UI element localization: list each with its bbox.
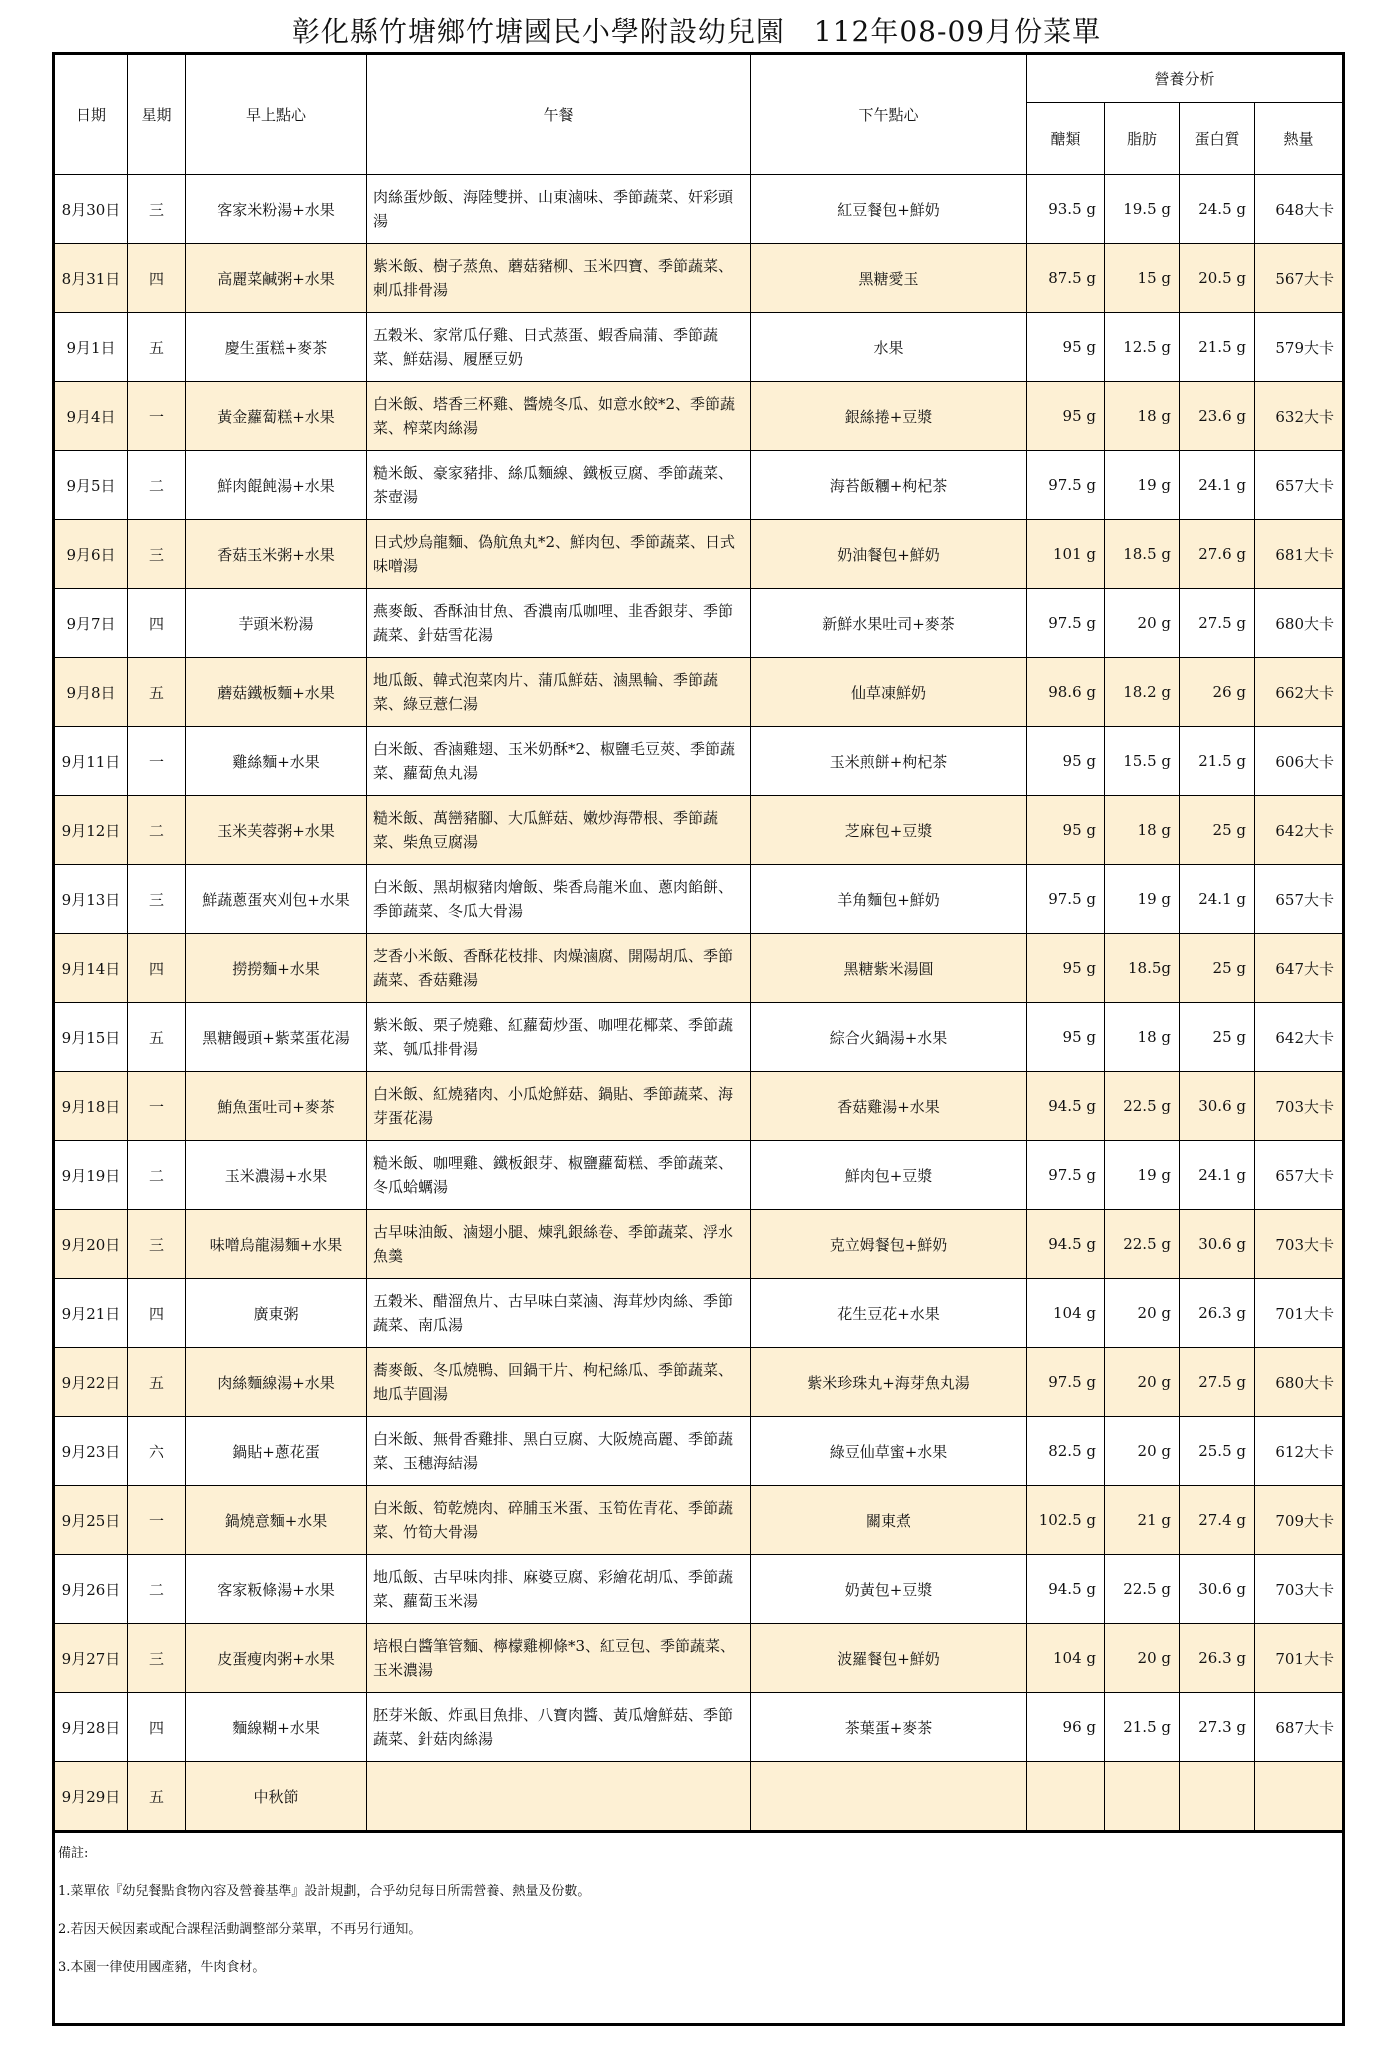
cell-weekday: 三 bbox=[128, 865, 186, 934]
cell-lunch: 地瓜飯、古早味肉排、麻婆豆腐、彩繪花胡瓜、季節蔬菜、蘿蔔玉米湯 bbox=[367, 1555, 751, 1624]
cell-carb: 95 g bbox=[1027, 1003, 1105, 1072]
cell-weekday: 五 bbox=[128, 1348, 186, 1417]
cell-carb: 95 g bbox=[1027, 796, 1105, 865]
cell-carb: 94.5 g bbox=[1027, 1210, 1105, 1279]
cell-date: 9月6日 bbox=[54, 520, 128, 589]
cell-morning-snack: 鮮蔬蔥蛋夾刈包+水果 bbox=[186, 865, 367, 934]
note-item: 1.菜單依『幼兒餐點食物內容及營養基準』設計規劃，合乎幼兒每日所需營養、熱量及份數。 bbox=[58, 1884, 591, 1899]
cell-protein: 27.6 g bbox=[1180, 520, 1255, 589]
cell-carb: 97.5 g bbox=[1027, 865, 1105, 934]
cell-weekday: 三 bbox=[128, 520, 186, 589]
cell-afternoon-snack: 綠豆仙草蜜+水果 bbox=[751, 1417, 1027, 1486]
cell-fat: 19.5 g bbox=[1105, 175, 1180, 244]
table-row bbox=[54, 1555, 1344, 1624]
cell-lunch: 肉絲蛋炒飯、海陸雙拼、山東滷味、季節蔬菜、奸彩頭湯 bbox=[367, 175, 751, 244]
menu-table bbox=[52, 52, 1345, 1833]
cell-lunch: 日式炒烏龍麵、偽航魚丸*2、鮮肉包、季節蔬菜、日式味噌湯 bbox=[367, 520, 751, 589]
cell-lunch: 糙米飯、豪家豬排、絲瓜麵線、鐵板豆腐、季節蔬菜、茶壺湯 bbox=[367, 451, 751, 520]
cell-weekday: 五 bbox=[128, 1762, 186, 1832]
cell-calories bbox=[1255, 1762, 1344, 1832]
cell-protein: 25 g bbox=[1180, 934, 1255, 1003]
cell-date: 9月25日 bbox=[54, 1486, 128, 1555]
table-row bbox=[54, 1624, 1344, 1693]
cell-date: 9月23日 bbox=[54, 1417, 128, 1486]
table-row bbox=[54, 934, 1344, 1003]
cell-weekday: 四 bbox=[128, 1279, 186, 1348]
cell-weekday: 二 bbox=[128, 1555, 186, 1624]
cell-calories: 657大卡 bbox=[1255, 865, 1344, 934]
cell-lunch: 糙米飯、萬巒豬腳、大瓜鮮菇、嫩炒海帶根、季節蔬菜、柴魚豆腐湯 bbox=[367, 796, 751, 865]
table-row bbox=[54, 865, 1344, 934]
cell-carb: 98.6 g bbox=[1027, 658, 1105, 727]
cell-date: 9月4日 bbox=[54, 382, 128, 451]
cell-date: 9月19日 bbox=[54, 1141, 128, 1210]
table-row bbox=[54, 313, 1344, 382]
cell-calories: 657大卡 bbox=[1255, 1141, 1344, 1210]
cell-lunch: 白米飯、黑胡椒豬肉燴飯、柴香烏龍米血、蔥肉餡餅、季節蔬菜、冬瓜大骨湯 bbox=[367, 865, 751, 934]
cell-afternoon-snack: 芝麻包+豆漿 bbox=[751, 796, 1027, 865]
cell-protein bbox=[1180, 1762, 1255, 1832]
cell-lunch: 五穀米、醋溜魚片、古早味白菜滷、海茸炒肉絲、季節蔬菜、南瓜湯 bbox=[367, 1279, 751, 1348]
cell-afternoon-snack: 羊角麵包+鮮奶 bbox=[751, 865, 1027, 934]
header-lunch: 午餐 bbox=[367, 54, 751, 175]
cell-date: 9月20日 bbox=[54, 1210, 128, 1279]
cell-calories: 657大卡 bbox=[1255, 451, 1344, 520]
note-item: 3.本園一律使用國產豬，牛肉食材。 bbox=[58, 1960, 266, 1975]
table-row bbox=[54, 1003, 1344, 1072]
cell-lunch: 白米飯、無骨香雞排、黑白豆腐、大阪燒高麗、季節蔬菜、玉穗海結湯 bbox=[367, 1417, 751, 1486]
cell-fat: 21 g bbox=[1105, 1486, 1180, 1555]
cell-morning-snack: 中秋節 bbox=[186, 1762, 367, 1832]
cell-protein: 27.3 g bbox=[1180, 1693, 1255, 1762]
cell-morning-snack: 高麗菜鹹粥+水果 bbox=[186, 244, 367, 313]
cell-morning-snack: 廣東粥 bbox=[186, 1279, 367, 1348]
cell-weekday: 三 bbox=[128, 1624, 186, 1693]
cell-calories: 647大卡 bbox=[1255, 934, 1344, 1003]
cell-morning-snack: 鮪魚蛋吐司+麥茶 bbox=[186, 1072, 367, 1141]
cell-weekday: 一 bbox=[128, 382, 186, 451]
cell-afternoon-snack: 黑糖紫米湯圓 bbox=[751, 934, 1027, 1003]
cell-date: 9月1日 bbox=[54, 313, 128, 382]
table-row bbox=[54, 1210, 1344, 1279]
header-fat: 脂肪 bbox=[1105, 103, 1180, 175]
table-row bbox=[54, 1141, 1344, 1210]
cell-carb: 97.5 g bbox=[1027, 451, 1105, 520]
cell-calories: 612大卡 bbox=[1255, 1417, 1344, 1486]
table-row bbox=[54, 175, 1344, 244]
cell-lunch: 紫米飯、樹子蒸魚、蘑菇豬柳、玉米四寶、季節蔬菜、刺瓜排骨湯 bbox=[367, 244, 751, 313]
header-afternoon-snack: 下午點心 bbox=[751, 54, 1027, 175]
cell-afternoon-snack: 波羅餐包+鮮奶 bbox=[751, 1624, 1027, 1693]
cell-protein: 26.3 g bbox=[1180, 1624, 1255, 1693]
cell-fat: 15 g bbox=[1105, 244, 1180, 313]
cell-lunch: 白米飯、筍乾燒肉、碎脯玉米蛋、玉筍佐青花、季節蔬菜、竹筍大骨湯 bbox=[367, 1486, 751, 1555]
cell-afternoon-snack: 仙草凍鮮奶 bbox=[751, 658, 1027, 727]
cell-calories: 681大卡 bbox=[1255, 520, 1344, 589]
cell-afternoon-snack: 紅豆餐包+鮮奶 bbox=[751, 175, 1027, 244]
cell-protein: 24.1 g bbox=[1180, 1141, 1255, 1210]
cell-morning-snack: 皮蛋瘦肉粥+水果 bbox=[186, 1624, 367, 1693]
cell-calories: 703大卡 bbox=[1255, 1555, 1344, 1624]
cell-lunch: 芝香小米飯、香酥花枝排、肉燥滷腐、開陽胡瓜、季節蔬菜、香菇雞湯 bbox=[367, 934, 751, 1003]
cell-afternoon-snack: 紫米珍珠丸+海芽魚丸湯 bbox=[751, 1348, 1027, 1417]
cell-carb: 97.5 g bbox=[1027, 589, 1105, 658]
cell-protein: 21.5 g bbox=[1180, 727, 1255, 796]
cell-weekday: 四 bbox=[128, 1693, 186, 1762]
cell-calories: 687大卡 bbox=[1255, 1693, 1344, 1762]
cell-lunch: 紫米飯、栗子燒雞、紅蘿蔔炒蛋、咖哩花椰菜、季節蔬菜、瓠瓜排骨湯 bbox=[367, 1003, 751, 1072]
cell-weekday: 三 bbox=[128, 175, 186, 244]
header-calories: 熱量 bbox=[1255, 103, 1344, 175]
cell-morning-snack: 味噌烏龍湯麵+水果 bbox=[186, 1210, 367, 1279]
table-row bbox=[54, 451, 1344, 520]
cell-lunch: 糙米飯、咖哩雞、鐵板銀芽、椒鹽蘿蔔糕、季節蔬菜、冬瓜蛤蠣湯 bbox=[367, 1141, 751, 1210]
cell-lunch: 白米飯、塔香三杯雞、醬燒冬瓜、如意水餃*2、季節蔬菜、榨菜肉絲湯 bbox=[367, 382, 751, 451]
note-item: 2.若因天候因素或配合課程活動調整部分菜單，不再另行通知。 bbox=[58, 1922, 422, 1937]
cell-morning-snack: 客家粄條湯+水果 bbox=[186, 1555, 367, 1624]
cell-afternoon-snack bbox=[751, 1762, 1027, 1832]
cell-lunch: 白米飯、香滷雞翅、玉米奶酥*2、椒鹽毛豆莢、季節蔬菜、蘿蔔魚丸湯 bbox=[367, 727, 751, 796]
table-row bbox=[54, 727, 1344, 796]
cell-carb: 94.5 g bbox=[1027, 1072, 1105, 1141]
cell-protein: 27.5 g bbox=[1180, 589, 1255, 658]
cell-fat: 18.2 g bbox=[1105, 658, 1180, 727]
cell-lunch: 燕麥飯、香酥油甘魚、香濃南瓜咖哩、韭香銀芽、季節蔬菜、針菇雪花湯 bbox=[367, 589, 751, 658]
cell-fat: 21.5 g bbox=[1105, 1693, 1180, 1762]
cell-fat: 19 g bbox=[1105, 451, 1180, 520]
table-row bbox=[54, 1279, 1344, 1348]
cell-afternoon-snack: 新鮮水果吐司+麥茶 bbox=[751, 589, 1027, 658]
cell-date: 8月31日 bbox=[54, 244, 128, 313]
cell-fat: 20 g bbox=[1105, 1348, 1180, 1417]
table-row bbox=[54, 1693, 1344, 1762]
cell-calories: 703大卡 bbox=[1255, 1072, 1344, 1141]
cell-protein: 30.6 g bbox=[1180, 1072, 1255, 1141]
cell-date: 9月14日 bbox=[54, 934, 128, 1003]
cell-fat: 22.5 g bbox=[1105, 1072, 1180, 1141]
cell-fat: 20 g bbox=[1105, 1624, 1180, 1693]
cell-lunch: 古早味油飯、滷翅小腿、煉乳銀絲卷、季節蔬菜、浮水魚羹 bbox=[367, 1210, 751, 1279]
table-row bbox=[54, 796, 1344, 865]
cell-weekday: 三 bbox=[128, 1210, 186, 1279]
cell-calories: 680大卡 bbox=[1255, 589, 1344, 658]
cell-afternoon-snack: 茶葉蛋+麥茶 bbox=[751, 1693, 1027, 1762]
cell-fat: 18 g bbox=[1105, 1003, 1180, 1072]
cell-lunch: 五穀米、家常瓜仔雞、日式蒸蛋、蝦香扁蒲、季節蔬菜、鮮菇湯、履歷豆奶 bbox=[367, 313, 751, 382]
cell-fat: 19 g bbox=[1105, 865, 1180, 934]
cell-date: 9月18日 bbox=[54, 1072, 128, 1141]
cell-carb: 95 g bbox=[1027, 382, 1105, 451]
cell-afternoon-snack: 花生豆花+水果 bbox=[751, 1279, 1027, 1348]
cell-date: 9月15日 bbox=[54, 1003, 128, 1072]
cell-morning-snack: 撈撈麵+水果 bbox=[186, 934, 367, 1003]
cell-protein: 30.6 g bbox=[1180, 1210, 1255, 1279]
cell-calories: 579大卡 bbox=[1255, 313, 1344, 382]
menu-body bbox=[54, 175, 1344, 1832]
cell-carb: 94.5 g bbox=[1027, 1555, 1105, 1624]
cell-afternoon-snack: 奶油餐包+鮮奶 bbox=[751, 520, 1027, 589]
cell-date: 9月29日 bbox=[54, 1762, 128, 1832]
header-date: 日期 bbox=[54, 54, 128, 175]
cell-carb: 101 g bbox=[1027, 520, 1105, 589]
cell-protein: 27.4 g bbox=[1180, 1486, 1255, 1555]
cell-carb: 96 g bbox=[1027, 1693, 1105, 1762]
cell-carb: 95 g bbox=[1027, 934, 1105, 1003]
cell-calories: 642大卡 bbox=[1255, 1003, 1344, 1072]
cell-weekday: 六 bbox=[128, 1417, 186, 1486]
table-row bbox=[54, 244, 1344, 313]
cell-morning-snack: 鍋燒意麵+水果 bbox=[186, 1486, 367, 1555]
cell-afternoon-snack: 克立姆餐包+鮮奶 bbox=[751, 1210, 1027, 1279]
cell-carb: 95 g bbox=[1027, 727, 1105, 796]
cell-date: 9月27日 bbox=[54, 1624, 128, 1693]
cell-weekday: 五 bbox=[128, 313, 186, 382]
table-row bbox=[54, 520, 1344, 589]
cell-date: 9月8日 bbox=[54, 658, 128, 727]
header-morning-snack: 早上點心 bbox=[186, 54, 367, 175]
cell-protein: 26 g bbox=[1180, 658, 1255, 727]
cell-weekday: 二 bbox=[128, 1141, 186, 1210]
header-carb: 醣類 bbox=[1027, 103, 1105, 175]
cell-weekday: 二 bbox=[128, 796, 186, 865]
cell-weekday: 一 bbox=[128, 727, 186, 796]
cell-carb bbox=[1027, 1762, 1105, 1832]
cell-carb: 97.5 g bbox=[1027, 1141, 1105, 1210]
cell-morning-snack: 肉絲麵線湯+水果 bbox=[186, 1348, 367, 1417]
cell-weekday: 五 bbox=[128, 1003, 186, 1072]
table-row bbox=[54, 1348, 1344, 1417]
cell-protein: 27.5 g bbox=[1180, 1348, 1255, 1417]
cell-date: 9月28日 bbox=[54, 1693, 128, 1762]
cell-calories: 606大卡 bbox=[1255, 727, 1344, 796]
cell-calories: 648大卡 bbox=[1255, 175, 1344, 244]
notes-box bbox=[52, 1833, 1345, 2026]
cell-morning-snack: 玉米芙蓉粥+水果 bbox=[186, 796, 367, 865]
cell-carb: 95 g bbox=[1027, 313, 1105, 382]
header-protein: 蛋白質 bbox=[1180, 103, 1255, 175]
cell-morning-snack: 芋頭米粉湯 bbox=[186, 589, 367, 658]
cell-calories: 701大卡 bbox=[1255, 1624, 1344, 1693]
cell-fat: 18 g bbox=[1105, 796, 1180, 865]
table-row bbox=[54, 1072, 1344, 1141]
notes-heading: 備註: bbox=[58, 1846, 89, 1861]
cell-afternoon-snack: 奶黃包+豆漿 bbox=[751, 1555, 1027, 1624]
cell-morning-snack: 鍋貼+蔥花蛋 bbox=[186, 1417, 367, 1486]
cell-carb: 93.5 g bbox=[1027, 175, 1105, 244]
cell-fat: 22.5 g bbox=[1105, 1210, 1180, 1279]
table-row bbox=[54, 1417, 1344, 1486]
cell-lunch: 培根白醬筆管麵、檸檬雞柳條*3、紅豆包、季節蔬菜、玉米濃湯 bbox=[367, 1624, 751, 1693]
cell-protein: 30.6 g bbox=[1180, 1555, 1255, 1624]
cell-calories: 703大卡 bbox=[1255, 1210, 1344, 1279]
cell-afternoon-snack: 香菇雞湯+水果 bbox=[751, 1072, 1027, 1141]
cell-morning-snack: 雞絲麵+水果 bbox=[186, 727, 367, 796]
cell-afternoon-snack: 黑糖愛玉 bbox=[751, 244, 1027, 313]
cell-carb: 87.5 g bbox=[1027, 244, 1105, 313]
cell-morning-snack: 慶生蛋糕+麥茶 bbox=[186, 313, 367, 382]
cell-lunch bbox=[367, 1762, 751, 1832]
cell-calories: 662大卡 bbox=[1255, 658, 1344, 727]
cell-carb: 102.5 g bbox=[1027, 1486, 1105, 1555]
cell-fat: 12.5 g bbox=[1105, 313, 1180, 382]
cell-weekday: 一 bbox=[128, 1072, 186, 1141]
table-row bbox=[54, 382, 1344, 451]
cell-fat: 18.5 g bbox=[1105, 520, 1180, 589]
cell-date: 9月7日 bbox=[54, 589, 128, 658]
table-row bbox=[54, 1486, 1344, 1555]
cell-carb: 104 g bbox=[1027, 1624, 1105, 1693]
table-row bbox=[54, 658, 1344, 727]
cell-protein: 21.5 g bbox=[1180, 313, 1255, 382]
cell-weekday: 四 bbox=[128, 589, 186, 658]
cell-morning-snack: 香菇玉米粥+水果 bbox=[186, 520, 367, 589]
cell-morning-snack: 黑糖饅頭+紫菜蛋花湯 bbox=[186, 1003, 367, 1072]
cell-fat: 20 g bbox=[1105, 1279, 1180, 1348]
cell-date: 9月13日 bbox=[54, 865, 128, 934]
cell-weekday: 二 bbox=[128, 451, 186, 520]
cell-afternoon-snack: 鮮肉包+豆漿 bbox=[751, 1141, 1027, 1210]
cell-date: 9月26日 bbox=[54, 1555, 128, 1624]
cell-afternoon-snack: 水果 bbox=[751, 313, 1027, 382]
cell-morning-snack: 麵線糊+水果 bbox=[186, 1693, 367, 1762]
cell-calories: 642大卡 bbox=[1255, 796, 1344, 865]
cell-calories: 567大卡 bbox=[1255, 244, 1344, 313]
page-title: 彰化縣竹塘鄉竹塘國民小學附設幼兒園 112年08-09月份菜單 bbox=[291, 15, 1102, 48]
cell-lunch: 蕎麥飯、冬瓜燒鴨、回鍋干片、枸杞絲瓜、季節蔬菜、地瓜芋圓湯 bbox=[367, 1348, 751, 1417]
cell-morning-snack: 黃金蘿蔔糕+水果 bbox=[186, 382, 367, 451]
cell-fat: 15.5 g bbox=[1105, 727, 1180, 796]
cell-date: 9月12日 bbox=[54, 796, 128, 865]
cell-fat bbox=[1105, 1762, 1180, 1832]
cell-afternoon-snack: 綜合火鍋湯+水果 bbox=[751, 1003, 1027, 1072]
cell-date: 9月21日 bbox=[54, 1279, 128, 1348]
table-row bbox=[54, 589, 1344, 658]
cell-protein: 25.5 g bbox=[1180, 1417, 1255, 1486]
cell-protein: 26.3 g bbox=[1180, 1279, 1255, 1348]
cell-fat: 20 g bbox=[1105, 589, 1180, 658]
cell-afternoon-snack: 玉米煎餅+枸杞茶 bbox=[751, 727, 1027, 796]
header-nutrition: 營養分析 bbox=[1027, 54, 1344, 103]
cell-calories: 680大卡 bbox=[1255, 1348, 1344, 1417]
cell-lunch: 白米飯、紅燒豬肉、小瓜炝鮮菇、鍋貼、季節蔬菜、海芽蛋花湯 bbox=[367, 1072, 751, 1141]
cell-fat: 18 g bbox=[1105, 382, 1180, 451]
cell-protein: 24.1 g bbox=[1180, 451, 1255, 520]
cell-carb: 104 g bbox=[1027, 1279, 1105, 1348]
cell-afternoon-snack: 海苔飯糰+枸杞茶 bbox=[751, 451, 1027, 520]
cell-calories: 709大卡 bbox=[1255, 1486, 1344, 1555]
cell-carb: 97.5 g bbox=[1027, 1348, 1105, 1417]
cell-protein: 25 g bbox=[1180, 796, 1255, 865]
cell-date: 8月30日 bbox=[54, 175, 128, 244]
cell-protein: 24.5 g bbox=[1180, 175, 1255, 244]
cell-fat: 19 g bbox=[1105, 1141, 1180, 1210]
cell-weekday: 五 bbox=[128, 658, 186, 727]
cell-protein: 20.5 g bbox=[1180, 244, 1255, 313]
cell-carb: 82.5 g bbox=[1027, 1417, 1105, 1486]
cell-protein: 25 g bbox=[1180, 1003, 1255, 1072]
cell-morning-snack: 鮮肉餛飩湯+水果 bbox=[186, 451, 367, 520]
cell-weekday: 四 bbox=[128, 934, 186, 1003]
cell-afternoon-snack: 關東煮 bbox=[751, 1486, 1027, 1555]
cell-fat: 20 g bbox=[1105, 1417, 1180, 1486]
cell-protein: 23.6 g bbox=[1180, 382, 1255, 451]
cell-fat: 18.5g bbox=[1105, 934, 1180, 1003]
cell-protein: 24.1 g bbox=[1180, 865, 1255, 934]
cell-date: 9月5日 bbox=[54, 451, 128, 520]
table-row bbox=[54, 1762, 1344, 1832]
menu-sheet bbox=[52, 52, 1342, 2026]
cell-morning-snack: 蘑菇鐵板麵+水果 bbox=[186, 658, 367, 727]
cell-weekday: 四 bbox=[128, 244, 186, 313]
cell-afternoon-snack: 銀絲捲+豆漿 bbox=[751, 382, 1027, 451]
cell-morning-snack: 玉米濃湯+水果 bbox=[186, 1141, 367, 1210]
cell-lunch: 胚芽米飯、炸虱目魚排、八寶肉醬、黃瓜燴鮮菇、季節蔬菜、針菇肉絲湯 bbox=[367, 1693, 751, 1762]
cell-calories: 632大卡 bbox=[1255, 382, 1344, 451]
cell-calories: 701大卡 bbox=[1255, 1279, 1344, 1348]
cell-fat: 22.5 g bbox=[1105, 1555, 1180, 1624]
cell-date: 9月22日 bbox=[54, 1348, 128, 1417]
header-weekday: 星期 bbox=[128, 54, 186, 175]
cell-weekday: 一 bbox=[128, 1486, 186, 1555]
cell-morning-snack: 客家米粉湯+水果 bbox=[186, 175, 367, 244]
cell-lunch: 地瓜飯、韓式泡菜肉片、蒲瓜鮮菇、滷黑輪、季節蔬菜、綠豆薏仁湯 bbox=[367, 658, 751, 727]
cell-date: 9月11日 bbox=[54, 727, 128, 796]
